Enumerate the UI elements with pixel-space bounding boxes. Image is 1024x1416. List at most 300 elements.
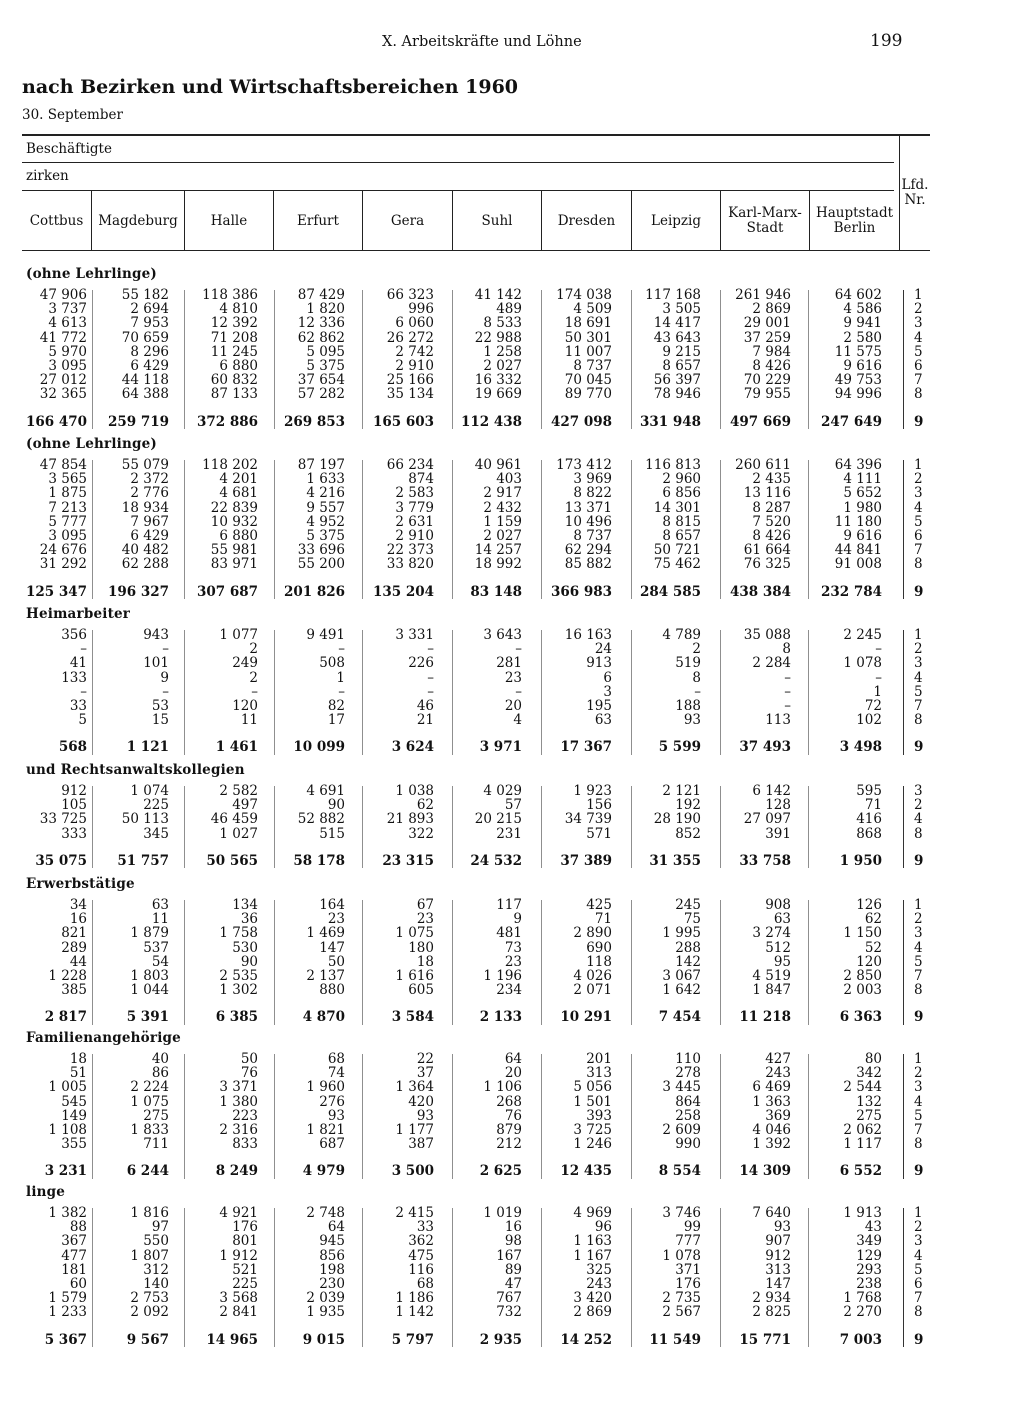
- table-cell: 1 758: [219, 925, 258, 942]
- column-separator: [631, 290, 632, 429]
- table-cell: 32 365: [39, 386, 87, 403]
- table-cell: 41: [69, 655, 87, 672]
- table-cell: 284 585: [639, 583, 701, 600]
- table-cell: 26 272: [386, 329, 434, 346]
- table-cell: 4 810: [219, 301, 258, 318]
- line-number: 3: [914, 485, 923, 502]
- column-separator: [184, 786, 185, 868]
- table-cell: 1 847: [752, 982, 791, 999]
- table-cell: 70 229: [743, 372, 791, 389]
- table-cell: 83 148: [470, 583, 522, 600]
- table-cell: 15 771: [739, 1331, 791, 1348]
- section-label: und Rechtsanwaltskollegien: [26, 762, 245, 778]
- table-cell: 1 995: [662, 925, 701, 942]
- column-separator: [808, 630, 809, 755]
- table-cell: 868: [856, 825, 882, 842]
- column-separator: [808, 460, 809, 599]
- table-cell: 1 019: [483, 1205, 522, 1221]
- table-cell: 2 825: [752, 1304, 791, 1321]
- table-cell: 2 535: [219, 967, 258, 984]
- table-cell: 11 218: [739, 1009, 791, 1026]
- table-cell: 1 980: [843, 499, 882, 516]
- table-cell: 477: [61, 1247, 87, 1264]
- table-cell: 64: [504, 1051, 522, 1067]
- table-cell: 5 652: [843, 485, 882, 502]
- table-cell: 420: [408, 1093, 434, 1110]
- table-cell: 2 580: [843, 329, 882, 346]
- table-cell: 2 776: [130, 485, 169, 502]
- table-cell: 391: [765, 825, 791, 842]
- table-cell: 7 967: [130, 513, 169, 530]
- table-cell: 181: [61, 1261, 87, 1278]
- table-cell: 7 213: [48, 499, 87, 516]
- column-separator: [362, 1054, 363, 1179]
- table-cell: 11 180: [834, 513, 882, 530]
- table-cell: 913: [586, 655, 612, 672]
- table-cell: 147: [765, 1275, 791, 1292]
- column-separator: [92, 290, 93, 429]
- section-label: linge: [26, 1184, 66, 1200]
- page-number: 199: [870, 31, 903, 51]
- table-cell: 243: [765, 1065, 791, 1082]
- table-cell: 508: [319, 655, 345, 672]
- table-cell: 18: [416, 953, 434, 970]
- table-cell: 11 549: [649, 1331, 701, 1348]
- table-cell: 2 917: [483, 485, 522, 502]
- table-cell: 3 737: [48, 301, 87, 318]
- table-cell: 120: [856, 953, 882, 970]
- table-cell: 75: [683, 911, 701, 928]
- table-cell: 14 965: [206, 1331, 258, 1348]
- table-cell: 68: [327, 1051, 345, 1067]
- table-cell: 165 603: [372, 413, 434, 430]
- table-cell: 331 948: [639, 413, 701, 430]
- line-number: 5: [914, 343, 923, 360]
- table-cell: 416: [856, 811, 882, 828]
- table-cell: 1 302: [219, 982, 258, 999]
- table-cell: 2 092: [130, 1304, 169, 1321]
- table-cell: 4 509: [573, 301, 612, 318]
- table-cell: 497: [232, 797, 258, 814]
- column-separator: [184, 460, 185, 599]
- line-number: 1: [914, 287, 923, 303]
- table-cell: 37 259: [743, 329, 791, 346]
- table-cell: 8 822: [573, 485, 612, 502]
- table-cell: 20 215: [474, 811, 522, 828]
- column-separator: [92, 630, 93, 755]
- table-cell: 3 725: [573, 1121, 612, 1138]
- table-cell: 2 742: [395, 343, 434, 360]
- table-cell: 6 856: [662, 485, 701, 502]
- column-separator: [452, 460, 453, 599]
- table-cell: 512: [765, 939, 791, 956]
- table-cell: 269 853: [283, 413, 345, 430]
- table-cell: 37 493: [739, 739, 791, 756]
- table-cell: 879: [496, 1121, 522, 1138]
- col-header-dresden: Dresden: [557, 213, 616, 229]
- table-cell: 12 336: [297, 315, 345, 332]
- line-number: 3: [914, 783, 923, 799]
- table-cell: 72: [864, 697, 882, 714]
- table-cell: 50 113: [121, 811, 169, 828]
- line-number: 4: [914, 499, 923, 516]
- section-label: (ohne Lehrlinge): [26, 436, 158, 452]
- table-cell: 9 015: [302, 1331, 345, 1348]
- table-cell: 281: [496, 655, 522, 672]
- line-number: 8: [914, 1304, 923, 1321]
- line-number: 2: [914, 797, 923, 814]
- table-cell: 2 027: [483, 527, 522, 544]
- table-cell: 27 012: [39, 372, 87, 389]
- column-separator: [92, 786, 93, 868]
- table-cell: 129: [856, 1247, 882, 1264]
- table-cell: 40 961: [474, 457, 522, 473]
- table-cell: 23: [504, 953, 522, 970]
- table-cell: 225: [143, 797, 169, 814]
- table-cell: 2 027: [483, 357, 522, 374]
- table-cell: 1 821: [306, 1121, 345, 1138]
- table-cell: 232 784: [820, 583, 882, 600]
- column-separator: [541, 900, 542, 1025]
- table-cell: 142: [675, 953, 701, 970]
- line-number: 1: [914, 1051, 923, 1067]
- table-cell: 97: [151, 1219, 169, 1236]
- table-cell: 4 979: [302, 1163, 345, 1180]
- table-cell: –: [251, 683, 258, 700]
- table-cell: 17: [327, 712, 345, 729]
- col-header-karl-marx-stadt: Karl-Marx- Stadt: [728, 205, 802, 236]
- table-cell: 201: [586, 1051, 612, 1067]
- table-cell: 79 955: [743, 386, 791, 403]
- table-cell: 1 768: [843, 1290, 882, 1307]
- table-cell: 864: [675, 1093, 701, 1110]
- table-cell: 276: [319, 1093, 345, 1110]
- column-separator: [452, 1208, 453, 1347]
- table-cell: 234: [496, 982, 522, 999]
- table-cell: 63: [773, 911, 791, 928]
- table-cell: 355: [61, 1136, 87, 1153]
- table-cell: 10 932: [210, 513, 258, 530]
- table-cell: 2 583: [395, 485, 434, 502]
- table-cell: 801: [232, 1233, 258, 1250]
- table-cell: 5 797: [391, 1331, 434, 1348]
- table-cell: 5 056: [573, 1079, 612, 1096]
- table-cell: 11: [240, 712, 258, 729]
- table-cell: 176: [232, 1219, 258, 1236]
- line-number: 3: [914, 655, 923, 672]
- table-cell: 732: [496, 1304, 522, 1321]
- table-cell: 46: [416, 697, 434, 714]
- table-cell: 3 498: [839, 739, 882, 756]
- column-separator: [720, 1054, 721, 1179]
- table-cell: 89: [504, 1261, 522, 1278]
- table-cell: 55 200: [297, 556, 345, 573]
- table-cell: 247 649: [820, 413, 882, 430]
- column-separator: [903, 1208, 904, 1347]
- table-cell: 6 469: [752, 1079, 791, 1096]
- column-separator: [452, 290, 453, 429]
- table-cell: 23: [416, 911, 434, 928]
- line-number: 3: [914, 1079, 923, 1096]
- line-number: 2: [914, 471, 923, 488]
- table-cell: 64: [327, 1219, 345, 1236]
- col-header-leipzig: Leipzig: [651, 213, 701, 229]
- table-cell: 4 691: [306, 783, 345, 799]
- table-cell: 43: [864, 1219, 882, 1236]
- table-cell: 118: [586, 953, 612, 970]
- column-separator: [720, 460, 721, 599]
- line-number: 4: [914, 329, 923, 346]
- column-separator: [631, 786, 632, 868]
- table-cell: 1 233: [48, 1304, 87, 1321]
- table-cell: 945: [319, 1233, 345, 1250]
- table-cell: 22 839: [210, 499, 258, 516]
- table-cell: 37 389: [560, 852, 612, 869]
- table-cell: 110: [675, 1051, 701, 1067]
- table-cell: 47: [504, 1275, 522, 1292]
- table-cell: 1 044: [130, 982, 169, 999]
- table-cell: 258: [675, 1107, 701, 1124]
- table-cell: 166 470: [25, 413, 87, 430]
- table-cell: 47 906: [39, 287, 87, 303]
- table-cell: 537: [143, 939, 169, 956]
- table-cell: 20: [504, 1065, 522, 1082]
- line-number: 8: [914, 386, 923, 403]
- table-cell: 2: [249, 641, 258, 658]
- table-cell: 8 657: [662, 527, 701, 544]
- column-separator: [92, 460, 93, 599]
- table-cell: 33 758: [739, 852, 791, 869]
- table-cell: 371: [675, 1261, 701, 1278]
- line-number: 1: [914, 897, 923, 913]
- table-cell: 34: [69, 897, 87, 913]
- column-separator: [274, 900, 275, 1025]
- table-cell: 288: [675, 939, 701, 956]
- table-cell: 16 332: [474, 372, 522, 389]
- table-cell: 530: [232, 939, 258, 956]
- line-number: 1: [914, 457, 923, 473]
- table-cell: 7 640: [752, 1205, 791, 1221]
- table-cell: 10 291: [560, 1009, 612, 1026]
- table-cell: 7 984: [752, 343, 791, 360]
- table-cell: 78 946: [653, 386, 701, 403]
- table-cell: 2 567: [662, 1304, 701, 1321]
- table-cell: 225: [232, 1275, 258, 1292]
- table-cell: 3: [603, 683, 612, 700]
- column-separator: [903, 786, 904, 868]
- col-header-cottbus: Cottbus: [29, 213, 84, 229]
- table-cell: 1 923: [573, 783, 612, 799]
- table-cell: 118 202: [202, 457, 258, 473]
- table-cell: 5 095: [306, 343, 345, 360]
- column-separator: [184, 290, 185, 429]
- table-cell: 231: [496, 825, 522, 842]
- table-cell: 243: [586, 1275, 612, 1292]
- line-number: 4: [914, 669, 923, 686]
- table-cell: 4 681: [219, 485, 258, 502]
- table-cell: 35 075: [35, 852, 87, 869]
- section-label: (ohne Lehrlinge): [26, 266, 158, 282]
- table-cell: 907: [765, 1233, 791, 1250]
- table-cell: 3 067: [662, 967, 701, 984]
- table-cell: 82: [327, 697, 345, 714]
- table-cell: 1 816: [130, 1205, 169, 1221]
- lfd-label: Lfd. Nr.: [901, 177, 929, 208]
- table-cell: –: [875, 669, 882, 686]
- table-cell: 76: [504, 1107, 522, 1124]
- table-cell: 4 026: [573, 967, 612, 984]
- table-cell: 6 142: [752, 783, 791, 799]
- table-cell: 1 258: [483, 343, 522, 360]
- table-cell: 147: [319, 939, 345, 956]
- table-cell: 173 412: [556, 457, 612, 473]
- table-cell: 8 554: [658, 1163, 701, 1180]
- table-cell: 475: [408, 1247, 434, 1264]
- table-cell: 71: [864, 797, 882, 814]
- table-cell: 230: [319, 1275, 345, 1292]
- table-cell: 50 301: [564, 329, 612, 346]
- table-cell: 75 462: [653, 556, 701, 573]
- table-cell: 223: [232, 1107, 258, 1124]
- page-title: nach Bezirken und Wirtschaftsbereichen 1960: [22, 76, 519, 98]
- table-cell: 1 642: [662, 982, 701, 999]
- table-cell: 87 133: [210, 386, 258, 403]
- table-cell: 8: [782, 641, 791, 658]
- table-cell: 4 921: [219, 1205, 258, 1221]
- table-cell: 56 397: [653, 372, 701, 389]
- table-cell: 7 953: [130, 315, 169, 332]
- table-cell: 60 832: [210, 372, 258, 389]
- table-cell: 345: [143, 825, 169, 842]
- column-separator: [631, 460, 632, 599]
- table-cell: 80: [864, 1051, 882, 1067]
- line-number: 7: [914, 1290, 923, 1307]
- table-cell: 3 643: [483, 627, 522, 643]
- table-cell: 22 373: [386, 542, 434, 559]
- column-separator: [452, 1054, 453, 1179]
- line-number: 5: [914, 1261, 923, 1278]
- col-header-suhl: Suhl: [481, 213, 513, 229]
- table-cell: 325: [586, 1261, 612, 1278]
- table-cell: 196 327: [107, 583, 169, 600]
- table-cell: 85 882: [564, 556, 612, 573]
- table-cell: 333: [61, 825, 87, 842]
- table-cell: 89 770: [564, 386, 612, 403]
- table-cell: 18: [69, 1051, 87, 1067]
- table-cell: 2 960: [662, 471, 701, 488]
- table-cell: 403: [496, 471, 522, 488]
- group-label: Beschäftigte: [26, 141, 112, 157]
- column-separator: [808, 1208, 809, 1347]
- table-cell: –: [80, 641, 87, 658]
- table-cell: 31 292: [39, 556, 87, 573]
- table-cell: 9 557: [306, 499, 345, 516]
- table-cell: 2 910: [395, 527, 434, 544]
- table-cell: 16: [504, 1219, 522, 1236]
- column-separator: [631, 1054, 632, 1179]
- column-separator: [903, 460, 904, 599]
- column-separator: [92, 900, 93, 1025]
- table-cell: 55 079: [121, 457, 169, 473]
- table-cell: 116 813: [645, 457, 701, 473]
- table-cell: 9 616: [843, 527, 882, 544]
- column-separator: [92, 1054, 93, 1179]
- table-cell: 852: [675, 825, 701, 842]
- table-cell: 497 669: [729, 413, 791, 430]
- table-cell: 1 074: [130, 783, 169, 799]
- table-cell: 132: [856, 1093, 882, 1110]
- table-cell: 393: [586, 1107, 612, 1124]
- table-cell: 36: [240, 911, 258, 928]
- table-cell: 2: [249, 669, 258, 686]
- col-header-halle: Halle: [210, 213, 248, 229]
- table-cell: 133: [61, 669, 87, 686]
- table-cell: 427 098: [550, 413, 612, 430]
- table-cell: 990: [675, 1136, 701, 1153]
- table-cell: 5 375: [306, 527, 345, 544]
- table-cell: 313: [765, 1261, 791, 1278]
- table-cell: 27 097: [743, 811, 791, 828]
- table-cell: 5 599: [658, 739, 701, 756]
- table-cell: 1 167: [573, 1247, 612, 1264]
- table-cell: 2 850: [843, 967, 882, 984]
- table-cell: 1 117: [843, 1136, 882, 1153]
- table-cell: 14 257: [474, 542, 522, 559]
- table-cell: 50 565: [206, 852, 258, 869]
- table-cell: 1 196: [483, 967, 522, 984]
- table-cell: 1 461: [215, 739, 258, 756]
- table-cell: 3 505: [662, 301, 701, 318]
- table-cell: 1 038: [395, 783, 434, 799]
- column-separator: [452, 900, 453, 1025]
- table-cell: 6: [603, 669, 612, 686]
- table-cell: 2 817: [44, 1009, 87, 1026]
- table-cell: 821: [61, 925, 87, 942]
- table-cell: 6 363: [839, 1009, 882, 1026]
- table-cell: 9 616: [843, 357, 882, 374]
- col-header-gera: Gera: [390, 213, 425, 229]
- table-cell: 188: [675, 697, 701, 714]
- table-cell: 9 491: [306, 627, 345, 643]
- header-bottom-rule: [22, 250, 930, 251]
- table-cell: 385: [61, 982, 87, 999]
- line-number: 3: [914, 1233, 923, 1250]
- table-cell: 2 432: [483, 499, 522, 516]
- line-number: 6: [914, 527, 923, 544]
- table-cell: 125 347: [25, 583, 87, 600]
- column-separator: [452, 630, 453, 755]
- table-cell: 112 438: [460, 413, 522, 430]
- column-separator: [452, 786, 453, 868]
- table-cell: 238: [856, 1275, 882, 1292]
- table-cell: 71 208: [210, 329, 258, 346]
- table-cell: 14 417: [653, 315, 701, 332]
- table-cell: 87 197: [297, 457, 345, 473]
- column-separator: [541, 630, 542, 755]
- table-cell: 1 159: [483, 513, 522, 530]
- running-head: X. Arbeitskräfte und Löhne: [382, 34, 582, 50]
- table-cell: 41 142: [474, 287, 522, 303]
- table-cell: 1 820: [306, 301, 345, 318]
- column-separator: [631, 630, 632, 755]
- table-cell: 2 224: [130, 1079, 169, 1096]
- table-cell: 4: [513, 712, 522, 729]
- table-cell: 71: [594, 911, 612, 928]
- table-cell: 68: [416, 1275, 434, 1292]
- column-separator: [362, 460, 363, 599]
- table-cell: 1 186: [395, 1290, 434, 1307]
- table-cell: 93: [683, 712, 701, 729]
